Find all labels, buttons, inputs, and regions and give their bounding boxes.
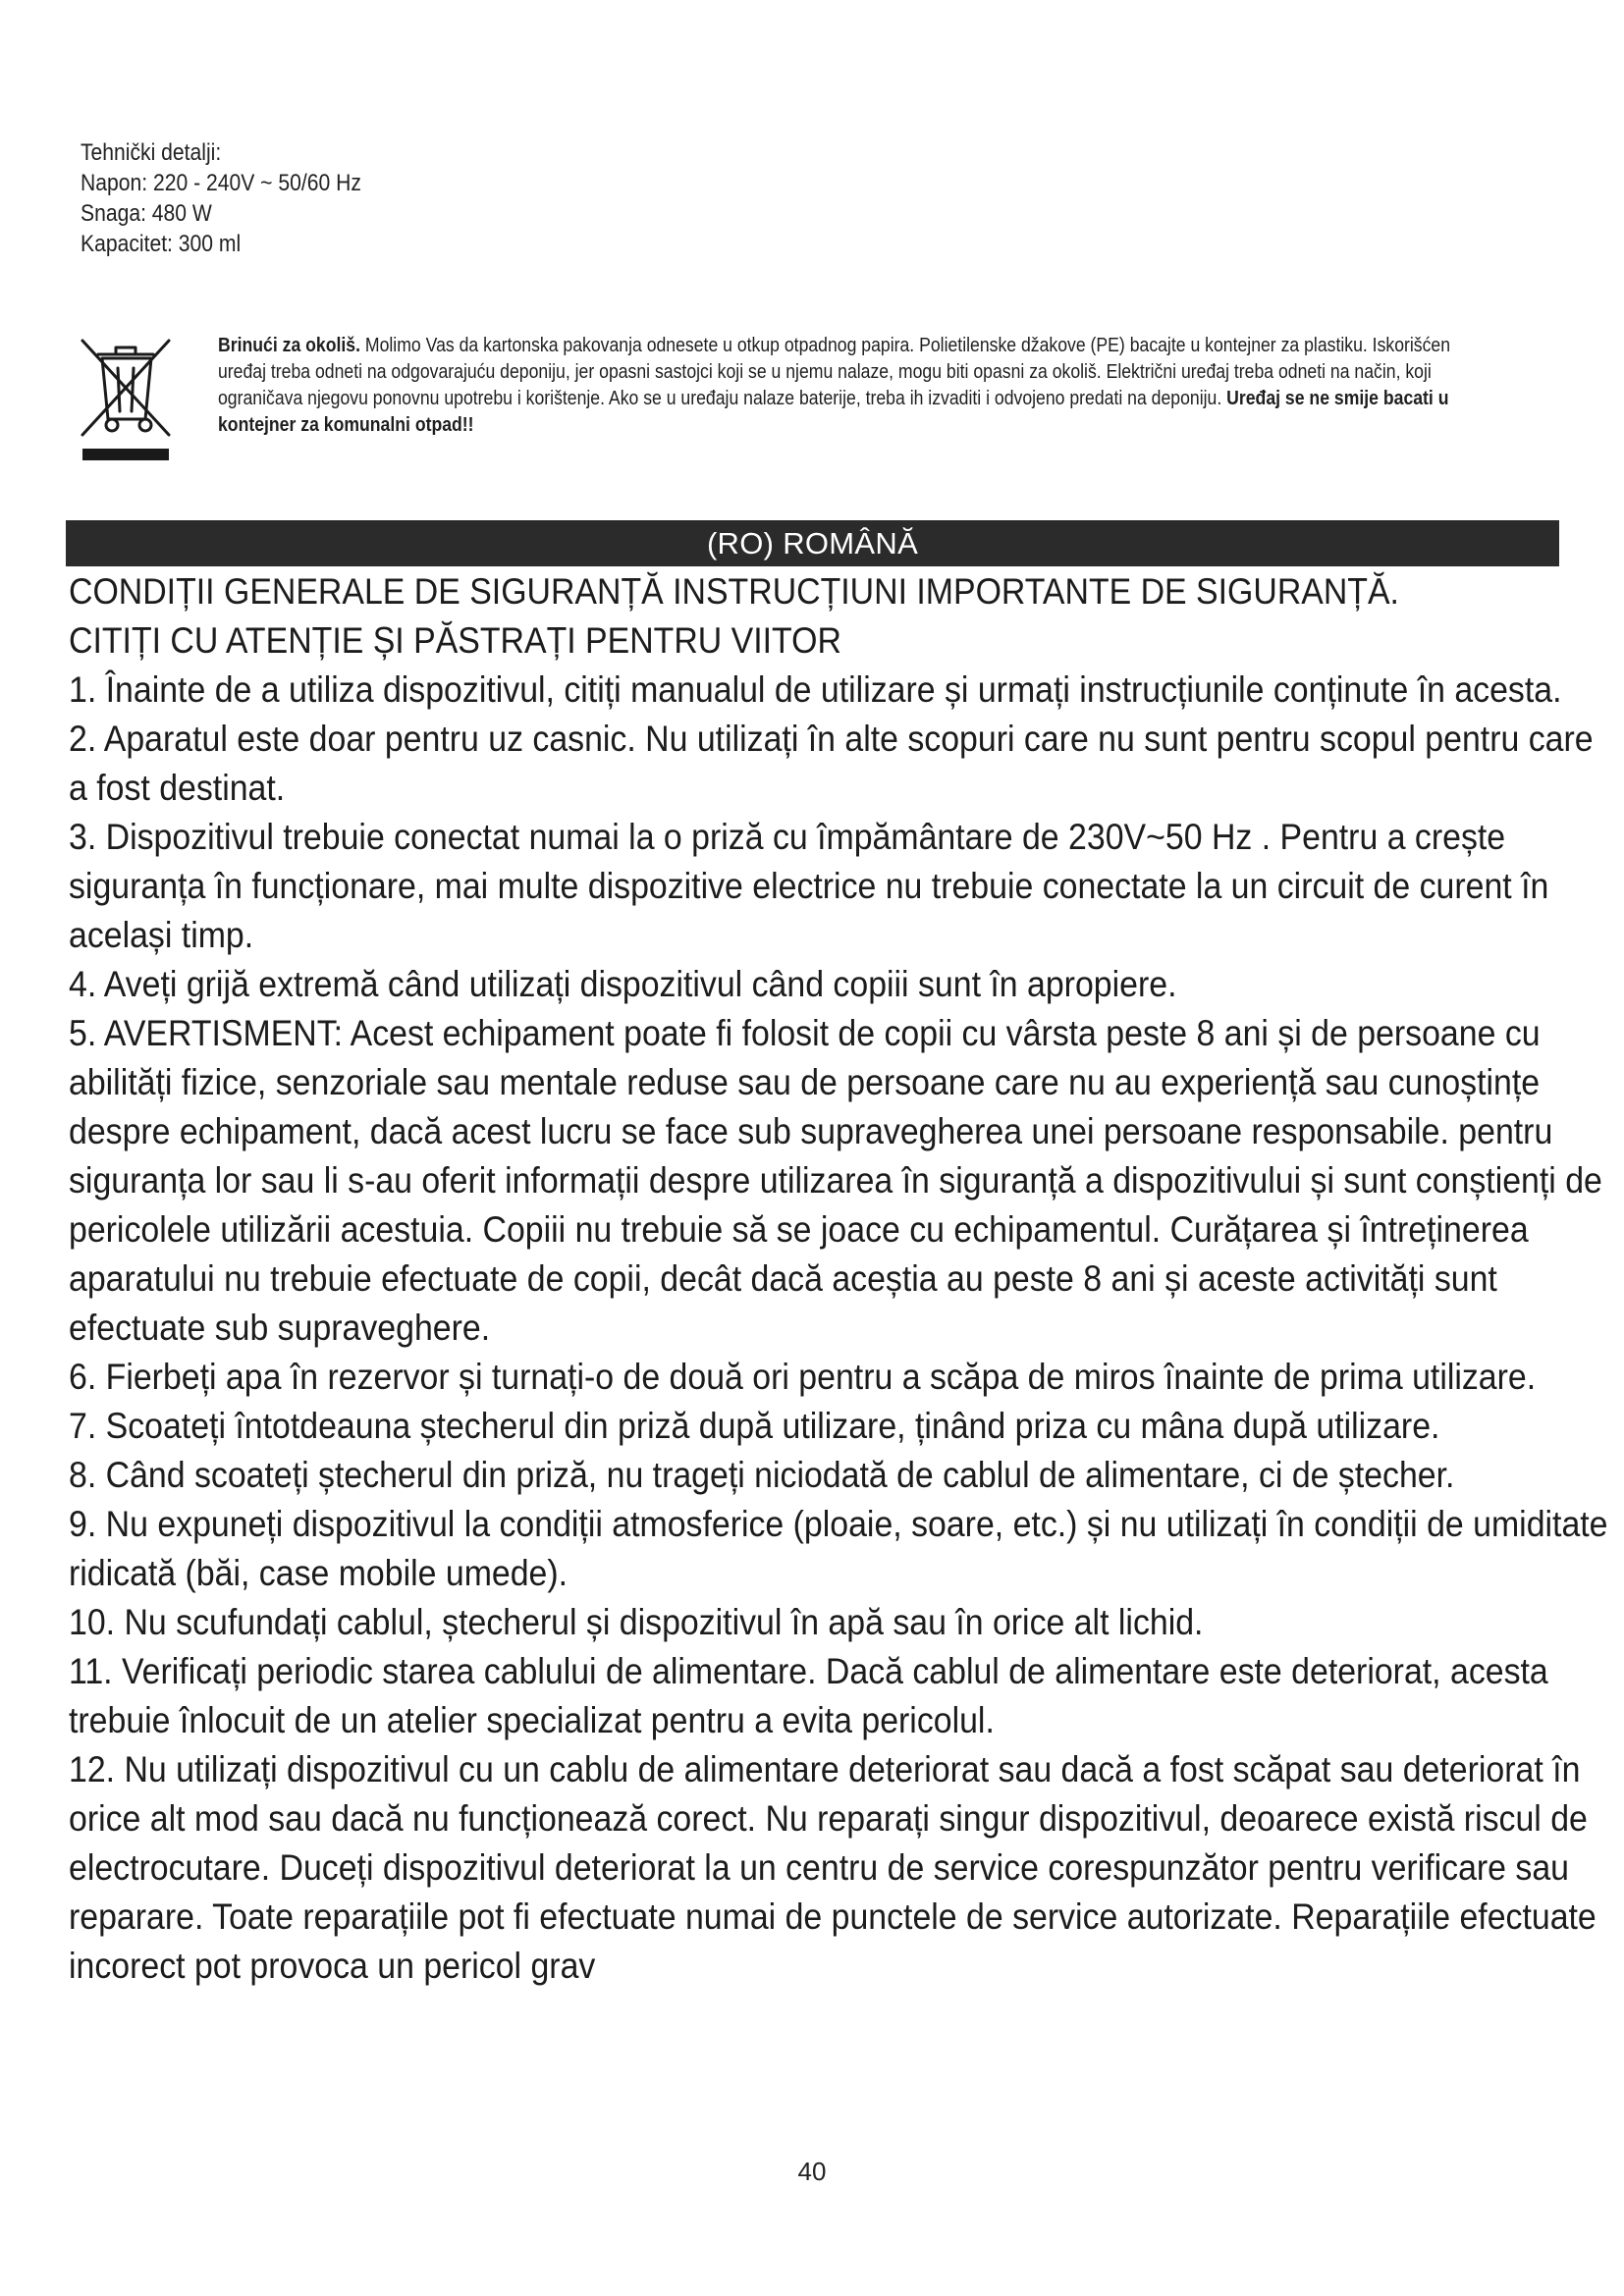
safety-item-10: 10. Nu scufundați cablul, ștecherul și dispozitivul în apă sau în orice alt lichid. (69, 1602, 1204, 1642)
power-spec: Snaga: 480 W (81, 200, 212, 227)
voltage-spec: Napon: 220 - 240V ~ 50/60 Hz (81, 170, 361, 196)
language-banner: (RO) ROMÂNĂ (66, 520, 1559, 566)
technical-details (81, 137, 361, 259)
safety-item-9: 9. Nu expuneți dispozitivul la condiții atmosferice (ploaie, soare, etc.) și nu utilizați în condiții de umiditate ridicată (băi, case mobile umede). (69, 1504, 1608, 1593)
environment-notice (218, 332, 1501, 438)
capacity-spec: Kapacitet: 300 ml (81, 231, 242, 257)
environment-body: Molimo Vas da kartonska pakovanja odnesete u otkup otpadnog papira. Polietilenske džakove (PE) bacajte u kontejner za plastiku. Iskorišćen uređaj treba odneti na odgovarajuću deponiju, jer opasni sastojci koji se u njemu nalaze, mogu biti opasni za okoliš. Električni uređaj treba odneti na način, koji ograničava njegovu ponovnu upotrebu i korištenje. Ako se u uređaju nalaze baterije, treba ih izvaditi i odvojeno predati na deponiju. (218, 334, 1451, 409)
environment-lead: Brinući za okoliš. (218, 334, 361, 356)
safety-item-12: 12. Nu utilizați dispozitivul cu un cablu de alimentare deteriorat sau dacă a fost scăpat sau deteriorat în orice alt mod sau dacă nu funcționează corect. Nu reparați singur dispozitivul, deoarece există riscul de electrocutare. Duceți dispozitivul deteriorat la un centru de service corespunzător pentru verificare sau reparare. Toate reparațiile pot fi efectuate numai de punctele de service autorizate. Reparațiile efectuate incorect pot provoca un pericol grav (69, 1749, 1597, 1986)
crossed-out-wheelie-bin-icon (69, 327, 183, 464)
safety-item-4: 4. Aveți grijă extremă când utilizați dispozitivul când copiii sunt în apropiere. (69, 964, 1177, 1004)
safety-item-6: 6. Fierbeți apa în rezervor și turnați-o de două ori pentru a scăpa de miros înainte de prima utilizare. (69, 1357, 1537, 1397)
safety-item-1: 1. Înainte de a utiliza dispozitivul, citiți manualul de utilizare și urmați instrucțiunile conținute în acesta. (69, 669, 1562, 710)
safety-item-2: 2. Aparatul este doar pentru uz casnic. Nu utilizați în alte scopuri care nu sunt pentru scopul pentru care a fost destinat. (69, 719, 1594, 808)
safety-heading-2: CITIȚI CU ATENȚIE ȘI PĂSTRAȚI PENTRU VIITOR (69, 620, 841, 661)
safety-item-3: 3. Dispozitivul trebuie conectat numai la o priză cu împământare de 230V~50 Hz . Pentru a crește siguranța în funcționare, mai multe dispozitive electrice nu trebuie conectate la un circuit de curent în același timp. (69, 817, 1549, 955)
safety-heading-1: CONDIȚII GENERALE DE SIGURANȚĂ INSTRUCȚIUNI IMPORTANTE DE SIGURANȚĂ. (69, 571, 1399, 612)
safety-item-11: 11. Verificați periodic starea cablului de alimentare. Dacă cablul de alimentare este deteriorat, acesta trebuie înlocuit de un atelier specializat pentru a evita pericolul. (69, 1651, 1548, 1740)
environment-warning: Uređaj se ne smije bacati u kontejner za komunalni otpad!! (218, 387, 1449, 436)
safety-item-8: 8. Când scoateți ștecherul din priză, nu trageți niciodată de cablul de alimentare, ci de ștecher. (69, 1455, 1455, 1495)
page-number: 40 (797, 2157, 827, 2186)
safety-item-5: 5. AVERTISMENT: Acest echipament poate fi folosit de copii cu vârsta peste 8 ani și de persoane cu abilități fizice, senzoriale sau mentale reduse sau de persoane care nu au experiență sau cunoștințe despre echipament, dacă acest lucru se face sub supravegherea unei persoane responsabile. pentru siguranța lor sau li s-au oferit informații despre utilizarea în siguranță a dispozitivului și sunt conștienți de pericolele utilizării acestuia. Copiii nu trebuie să se joace cu echipamentul. Curățarea și întreținerea aparatului nu trebuie efectuate de copii, decât dacă aceștia au peste 8 ani și aceste activități sunt efectuate sub supraveghere. (69, 1013, 1602, 1348)
safety-instructions (69, 567, 1614, 1991)
technical-details-title: Tehnički detalji: (81, 139, 222, 166)
safety-item-7: 7. Scoateți întotdeauna ștecherul din priză după utilizare, ținând priza cu mâna după utilizare. (69, 1406, 1440, 1446)
